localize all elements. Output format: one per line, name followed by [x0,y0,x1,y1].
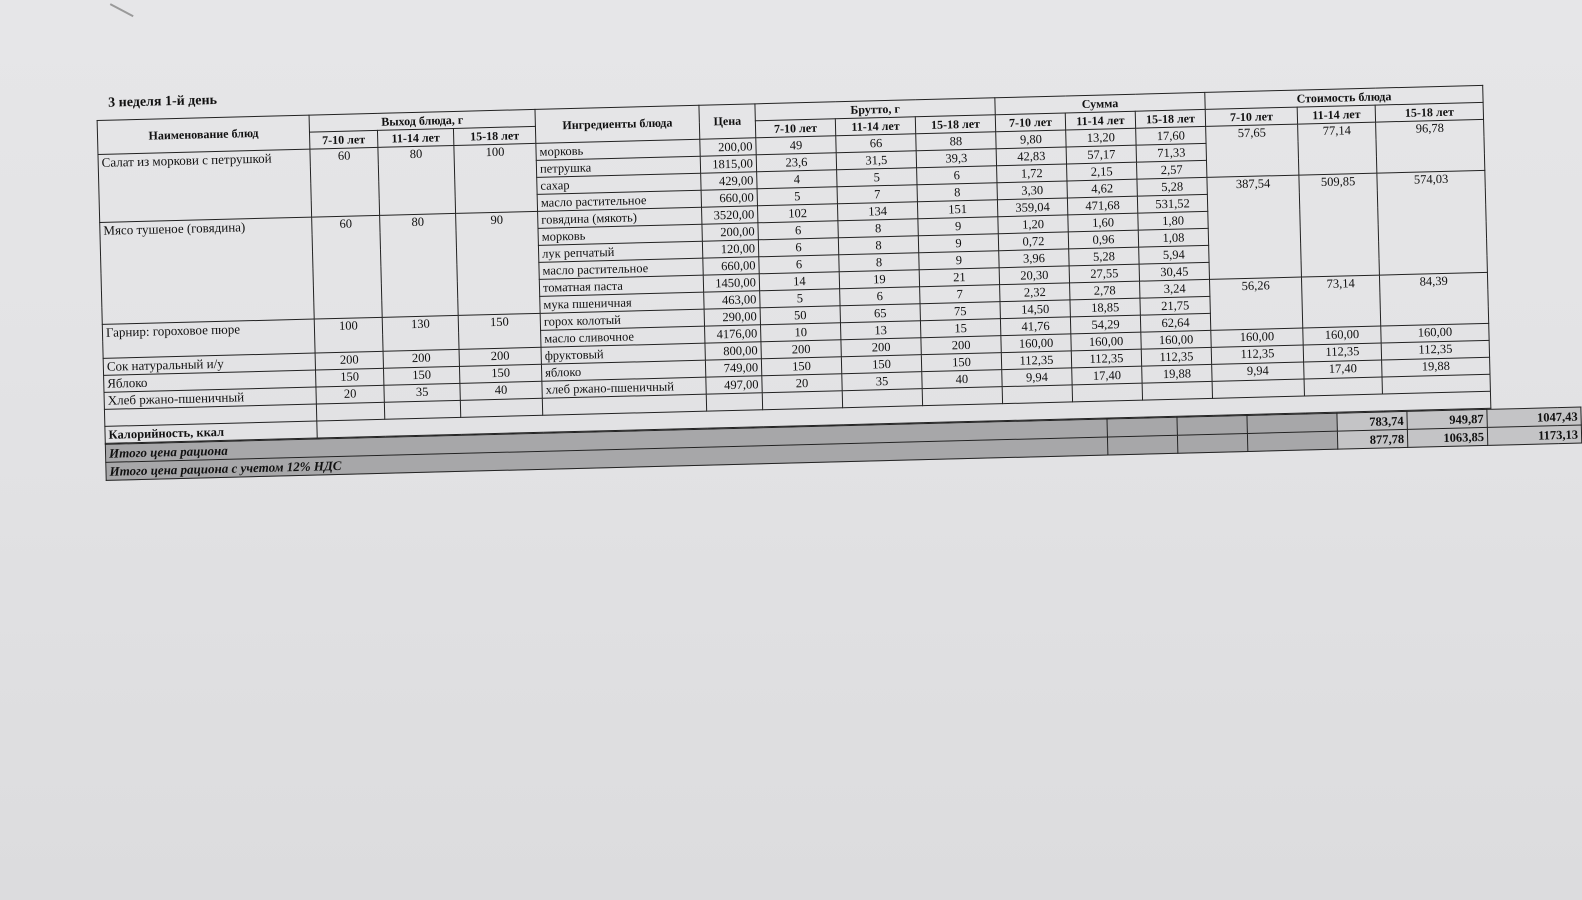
ingredient-price: 4176,00 [705,325,761,343]
dish-yield-age2: 130 [382,315,459,351]
dish-cost-age2: 160,00 [1303,326,1381,345]
ingredient-sum-age2: 57,17 [1066,145,1136,164]
ingredient-sum-age2: 54,29 [1070,315,1140,334]
ingredient-sum-age1: 160,00 [1001,334,1071,353]
ingredient-price: 749,00 [705,359,761,377]
ingredient-sum-age2: 0,96 [1068,230,1138,249]
total-age1: 783,74 [1337,411,1407,431]
dish-cost-age3: 84,39 [1379,272,1488,326]
ingredient-sum-age1: 41,76 [1000,317,1070,336]
dish-name: Хлеб ржано-пшеничный [104,387,316,409]
ingredient-sum-age2: 2,15 [1067,162,1137,181]
dish-yield-age3: 100 [454,143,538,213]
dish-name: Мясо тушеное (говядина) [100,217,315,324]
ingredient-gross-age3: 200 [921,336,1001,355]
header-yield-age1: 7-10 лет [309,130,377,149]
dish-cost-age2: 509,85 [1299,173,1380,277]
ingredient-gross-age2: 31,5 [836,151,916,170]
ingredient-name: томатная паста [539,275,703,296]
ingredient-gross-age1: 5 [760,289,840,308]
ingredient-sum-age2: 5,28 [1069,247,1139,266]
calories-label: Калорийность, ккал [105,421,317,443]
ingredient-gross-age1: 200 [761,340,841,359]
ingredient-sum-age3: 1,08 [1138,228,1208,247]
ingredient-sum-age3: 2,57 [1137,160,1207,179]
ingredient-price: 463,00 [704,291,760,309]
ingredient-price: 660,00 [703,257,759,275]
dish-cost-age2: 77,14 [1298,122,1377,175]
total-label: Итого цена рациона [105,419,1107,462]
ingredient-sum-age1: 2,32 [1000,283,1070,302]
ingredient-sum-age2: 17,40 [1072,366,1142,385]
dish-cost-age1: 387,54 [1207,175,1302,279]
ingredient-gross-age3: 21 [919,268,999,287]
vat-total-label: Итого цена рациона с учетом 12% НДС [106,437,1108,480]
header-gross-age2: 11-14 лет [835,117,915,136]
ingredient-gross-age2: 35 [842,372,922,391]
ingredient-sum-age3: 21,75 [1140,296,1210,315]
ingredient-sum-age1: 112,35 [1001,351,1071,370]
ingredient-price: 200,00 [702,223,758,241]
header-cost-age1: 7-10 лет [1205,107,1297,126]
ingredient-name: масло растительное [537,190,701,211]
ingredient-price: 800,00 [705,342,761,360]
header-gross-age1: 7-10 лет [755,119,835,138]
dish-yield-age1: 100 [314,317,383,353]
ingredient-gross-age2: 6 [840,287,920,306]
ingredient-sum-age1: 3,30 [997,181,1067,200]
ingredient-gross-age2: 7 [837,185,917,204]
ingredient-price: 660,00 [701,189,757,207]
ingredient-gross-age1: 6 [759,255,839,274]
dish-yield-age3: 40 [460,381,542,400]
ingredient-price: 429,00 [701,172,757,190]
ingredient-sum-age1: 359,04 [997,198,1067,217]
ingredient-gross-age3: 8 [917,183,997,202]
header-ingredients: Ингредиенты блюда [535,105,700,143]
header-price: Цена [699,104,756,139]
total-age2: 949,87 [1407,409,1487,429]
ingredient-sum-age3: 19,88 [1142,364,1212,383]
paper-clip-mark [110,0,140,17]
header-cost: Стоимость блюда [1205,85,1483,109]
ingredient-gross-age2: 8 [838,236,918,255]
ingredient-gross-age3: 40 [922,370,1002,389]
ingredient-gross-age3: 9 [918,234,998,253]
ingredient-sum-age1: 42,83 [996,147,1066,166]
menu-table [97,85,1492,444]
ingredient-gross-age1: 102 [758,204,838,223]
ingredient-sum-age2: 13,20 [1066,128,1136,147]
page-title: 3 неделя 1-й день [107,92,218,111]
header-sum-age3: 15-18 лет [1135,109,1205,128]
ingredient-name: говядина (мякоть) [538,207,702,228]
ingredient-price: 3520,00 [702,206,758,224]
dish-yield-age1: 200 [315,351,383,370]
ingredient-gross-age2: 8 [838,219,918,238]
menu-body [98,119,1491,443]
header-yield: Выход блюда, г [309,109,535,132]
dish-yield-age1: 20 [316,385,384,404]
ingredient-gross-age3: 7 [920,285,1000,304]
dish-cost-age1: 56,26 [1210,277,1303,330]
ingredient-gross-age1: 10 [761,323,841,342]
ingredient-sum-age3: 62,64 [1140,313,1210,332]
header-gross: Брутто, г [755,98,995,121]
ingredient-gross-age1: 50 [760,306,840,325]
ingredient-sum-age3: 1,80 [1138,211,1208,230]
ingredient-sum-age1: 14,50 [1000,300,1070,319]
ingredient-gross-age1: 6 [758,221,838,240]
ingredient-gross-age2: 5 [837,168,917,187]
dish-yield-age1: 60 [310,147,380,217]
total-age3: 1047,43 [1487,407,1581,427]
ingredient-price: 1450,00 [703,274,759,292]
header-yield-age2: 11-14 лет [377,128,453,147]
dish-yield-age3: 150 [458,313,541,349]
dish-cost-age1: 9,94 [1212,362,1304,381]
ingredient-name: лук репчатый [538,241,702,262]
ingredient-name: горох колотый [540,309,704,330]
ingredient-sum-age1: 1,20 [998,215,1068,234]
ingredient-gross-age3: 39,3 [916,149,996,168]
vat-total-age3: 1173,13 [1487,425,1581,445]
ingredient-gross-age2: 66 [836,134,916,153]
dish-cost-age3: 160,00 [1381,323,1489,343]
ingredient-gross-age1: 150 [761,357,841,376]
ingredient-price: 120,00 [702,240,758,258]
header-sum-age2: 11-14 лет [1065,111,1135,130]
ingredient-gross-age1: 23,6 [756,153,836,172]
ingredient-price: 200,00 [700,138,756,156]
ingredient-sum-age1: 0,72 [998,232,1068,251]
dish-yield-age2: 200 [383,349,459,368]
ingredient-gross-age2: 134 [837,202,917,221]
ingredient-name: масло сливочное [541,326,705,347]
ingredient-name: мука пшеничная [540,292,704,313]
ingredient-sum-age2: 27,55 [1069,264,1139,283]
ingredient-sum-age1: 9,80 [996,130,1066,149]
ingredient-sum-age2: 18,85 [1070,298,1140,317]
ingredient-sum-age3: 531,52 [1137,194,1207,213]
ingredient-sum-age2: 471,68 [1067,196,1137,215]
ingredient-sum-age3: 17,60 [1136,126,1206,145]
ingredient-sum-age3: 5,28 [1137,177,1207,196]
ingredient-gross-age3: 15 [920,319,1000,338]
ingredient-gross-age1: 6 [758,238,838,257]
ingredient-sum-age2: 1,60 [1068,213,1138,232]
ingredient-gross-age2: 150 [841,355,921,374]
ingredient-gross-age3: 88 [916,132,996,151]
ingredient-gross-age2: 13 [840,321,920,340]
ingredient-sum-age2: 112,35 [1071,349,1141,368]
dish-yield-age1: 150 [316,368,384,387]
ingredient-gross-age3: 75 [920,302,1000,321]
dish-cost-age3: 19,88 [1382,357,1490,377]
dish-cost-age2: 17,40 [1304,360,1382,379]
dish-yield-age3: 200 [459,347,541,366]
ingredient-sum-age2: 4,62 [1067,179,1137,198]
vat-total-age1: 877,78 [1337,429,1407,449]
ingredient-gross-age1: 49 [756,136,836,155]
ingredient-sum-age3: 3,24 [1140,279,1210,298]
dish-yield-age2: 80 [378,145,456,215]
ingredient-price: 1815,00 [700,155,756,173]
dish-cost-age2: 112,35 [1303,343,1381,362]
ingredient-name: масло растительное [539,258,703,279]
ingredient-sum-age1: 1,72 [997,164,1067,183]
ingredient-sum-age3: 112,35 [1141,347,1211,366]
menu-sheet [96,61,1579,481]
ingredient-gross-age2: 65 [840,304,920,323]
dish-cost-age3: 574,03 [1377,170,1488,275]
ingredient-gross-age3: 6 [917,166,997,185]
header-sum: Сумма [995,92,1205,114]
dish-name: Сок натуральный и/у [103,353,315,375]
ingredient-gross-age3: 9 [918,217,998,236]
dish-name: Гарнир: гороховое пюре [102,319,315,358]
dish-yield-age2: 80 [380,213,459,317]
ingredient-sum-age1: 3,96 [999,249,1069,268]
ingredient-gross-age1: 20 [762,374,842,393]
dish-cost-age1: 160,00 [1211,328,1303,347]
ingredient-gross-age1: 4 [757,170,837,189]
ingredient-price: 290,00 [704,308,760,326]
header-cost-age3: 15-18 лет [1375,102,1483,122]
ingredient-sum-age3: 5,94 [1139,245,1209,264]
ingredient-sum-age3: 160,00 [1141,330,1211,349]
header-gross-age3: 15-18 лет [915,115,995,134]
header-cost-age2: 11-14 лет [1297,105,1375,124]
ingredient-gross-age2: 200 [841,338,921,357]
ingredient-sum-age1: 9,94 [1002,368,1072,387]
dish-cost-age1: 112,35 [1211,345,1303,364]
header-yield-age3: 15-18 лет [453,126,535,145]
ingredient-sum-age1: 20,30 [999,266,1069,285]
header-dish: Наименование блюд [97,115,310,154]
vat-total-age2: 1063,85 [1407,427,1487,447]
ingredient-gross-age2: 19 [839,270,919,289]
ingredient-price: 497,00 [706,376,762,394]
dish-cost-age3: 112,35 [1381,340,1489,360]
ingredient-gross-age3: 151 [917,200,997,219]
dish-cost-age1: 57,65 [1206,124,1299,177]
ingredient-name: петрушка [536,156,700,177]
dish-yield-age1: 60 [312,215,383,319]
ingredient-sum-age3: 30,45 [1139,262,1209,281]
ingredient-sum-age2: 2,78 [1070,281,1140,300]
ingredient-gross-age2: 8 [839,253,919,272]
dish-cost-age2: 73,14 [1302,275,1381,328]
ingredient-gross-age1: 14 [759,272,839,291]
ingredient-name: морковь [538,224,702,245]
header-sum-age1: 7-10 лет [995,113,1065,132]
ingredient-gross-age3: 150 [921,353,1001,372]
dish-name: Яблоко [104,370,316,392]
ingredient-sum-age3: 71,33 [1136,143,1206,162]
ingredient-sum-age2: 160,00 [1071,332,1141,351]
ingredient-name: сахар [537,173,701,194]
ingredient-name: яблоко [541,360,705,381]
ingredient-name: хлеб ржано-пшеничный [542,377,706,398]
dish-yield-age3: 150 [459,364,541,383]
dish-name: Салат из моркови с петрушкой [98,149,312,222]
dish-yield-age2: 150 [383,366,459,385]
ingredient-name: морковь [536,139,700,160]
dish-cost-age3: 96,78 [1376,119,1485,173]
dish-yield-age3: 90 [456,211,541,315]
ingredient-name: фруктовый [541,343,705,364]
ingredient-gross-age1: 5 [757,187,837,206]
ingredient-gross-age3: 9 [919,251,999,270]
dish-yield-age2: 35 [384,383,460,402]
